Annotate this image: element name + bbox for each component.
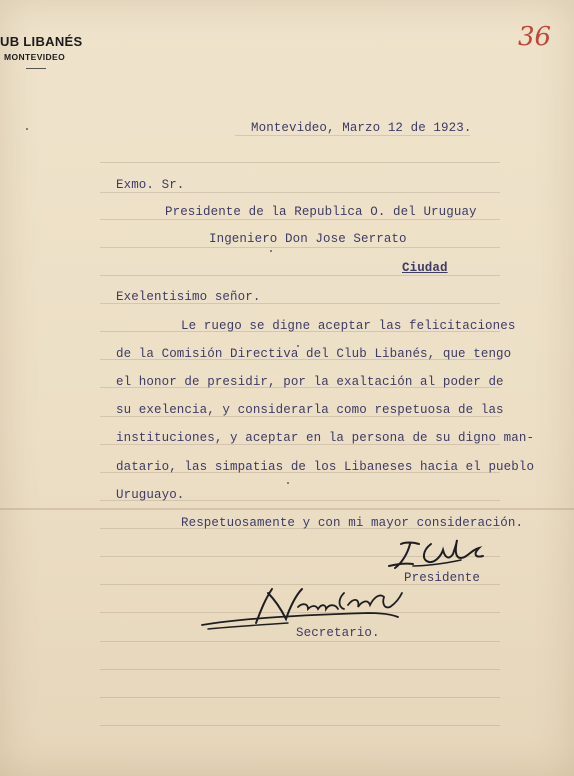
closing: Respetuosamente y con mi mayor consideración. — [181, 516, 524, 530]
letterhead-name: UB LIBANÉS — [0, 34, 83, 49]
body-line: Uruguayo. — [116, 488, 185, 502]
recipient-line: Presidente de la Republica O. del Uruguay — [165, 205, 477, 219]
paper-speck — [297, 345, 299, 347]
body-line: datario, las simpatias de los Libaneses hacia el pueblo — [116, 460, 535, 474]
paper-speck — [287, 482, 289, 484]
body-line: de la Comisión Directiva del Club Libanés, que tengo — [116, 347, 512, 361]
body-line: su exelencia, y considerarla como respetuosa de las — [116, 403, 504, 417]
body-line: el honor de presidir, por la exaltación al poder de — [116, 375, 504, 389]
paper-speck — [270, 250, 272, 252]
folio-number: 36 — [518, 22, 552, 52]
paper-speck — [26, 128, 28, 130]
body-line: instituciones, y aceptar en la persona de su digno man- — [116, 431, 535, 445]
president-signature — [383, 536, 493, 574]
letterhead-divider — [26, 68, 46, 69]
recipient-line: Ingeniero Don Jose Serrato — [209, 232, 407, 246]
letterhead-city: MONTEVIDEO — [4, 52, 66, 62]
president-title: Presidente — [404, 571, 481, 585]
recipient-city: Ciudad — [402, 261, 448, 275]
salutation-abbr: Exmo. Sr. — [116, 178, 185, 192]
body-line: Le ruego se digne aceptar las felicitaciones — [181, 319, 516, 333]
letter-date: Montevideo, Marzo 12 de 1923. — [251, 121, 472, 135]
greeting: Exelentisimo señor. — [116, 290, 261, 304]
secretary-title: Secretario. — [296, 626, 380, 640]
